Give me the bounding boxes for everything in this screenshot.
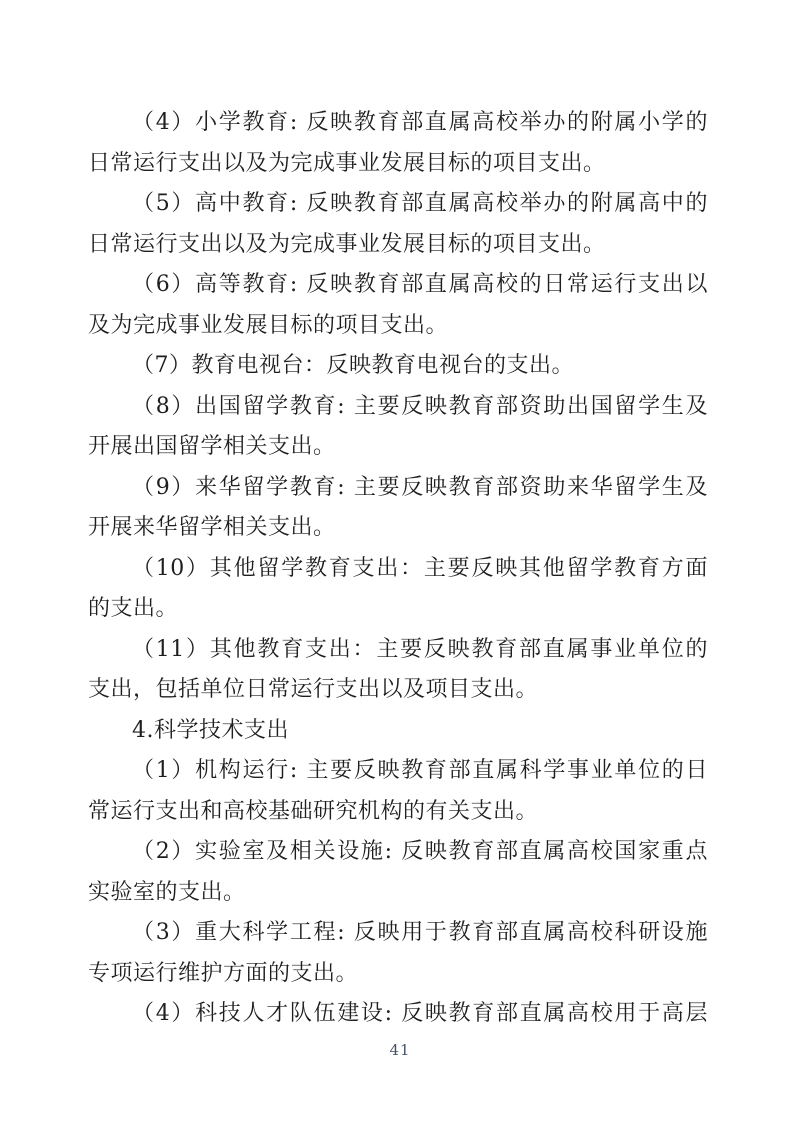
text-line: 专项运行维护方面的支出。: [88, 960, 359, 986]
text-line: 常运行支出和高校基础研究机构的有关支出。: [88, 798, 539, 824]
text-line: （9）来华留学教育: 主要反映教育部资助来华留学生及: [132, 474, 708, 500]
text-line: 的支出。: [88, 596, 179, 621]
text-line: 支出，包括单位日常运行支出以及项目支出。: [88, 677, 539, 702]
text-line: 日常运行支出以及为完成事业发展目标的项目支出。: [88, 150, 606, 176]
text-line: 日常运行支出以及为完成事业发展目标的项目支出。: [88, 231, 606, 257]
document-body-text: [88, 103, 708, 1035]
page-number: 41: [389, 1041, 411, 1059]
text-line: （4）科技人才队伍建设: 反映教育部直属高校用于高层: [132, 1001, 708, 1026]
text-line: （1）机构运行: 主要反映教育部直属科学事业单位的日: [132, 758, 708, 783]
text-line: （6）高等教育: 反映教育部直属高校的日常运行支出以: [132, 272, 708, 297]
text-line: （2）实验室及相关设施: 反映教育部直属高校国家重点: [132, 839, 708, 864]
text-line: （4）小学教育: 反映教育部直属高校举办的附属小学的: [132, 110, 708, 135]
text-line: 4.科学技术支出: [132, 717, 289, 743]
text-line: 开展出国留学相关支出。: [88, 434, 336, 459]
text-line: （7）教育电视台：反映教育电视台的支出。: [132, 353, 574, 378]
text-line: （8）出国留学教育: 主要反映教育部资助出国留学生及: [132, 393, 708, 419]
text-line: 开展来华留学相关支出。: [88, 515, 336, 540]
text-line: （11）其他教育支出：主要反映教育部直属事业单位的: [132, 636, 708, 662]
text-line: （3）重大科学工程: 反映用于教育部直属高校科研设施: [132, 920, 708, 945]
text-line: （10）其他留学教育支出：主要反映其他留学教育方面: [132, 555, 708, 581]
text-line: 实验室的支出。: [88, 879, 246, 905]
page-footer: [0, 1040, 800, 1059]
text-line: 及为完成事业发展目标的项目支出。: [88, 312, 449, 338]
text-line: （5）高中教育: 反映教育部直属高校举办的附属高中的: [132, 191, 708, 216]
